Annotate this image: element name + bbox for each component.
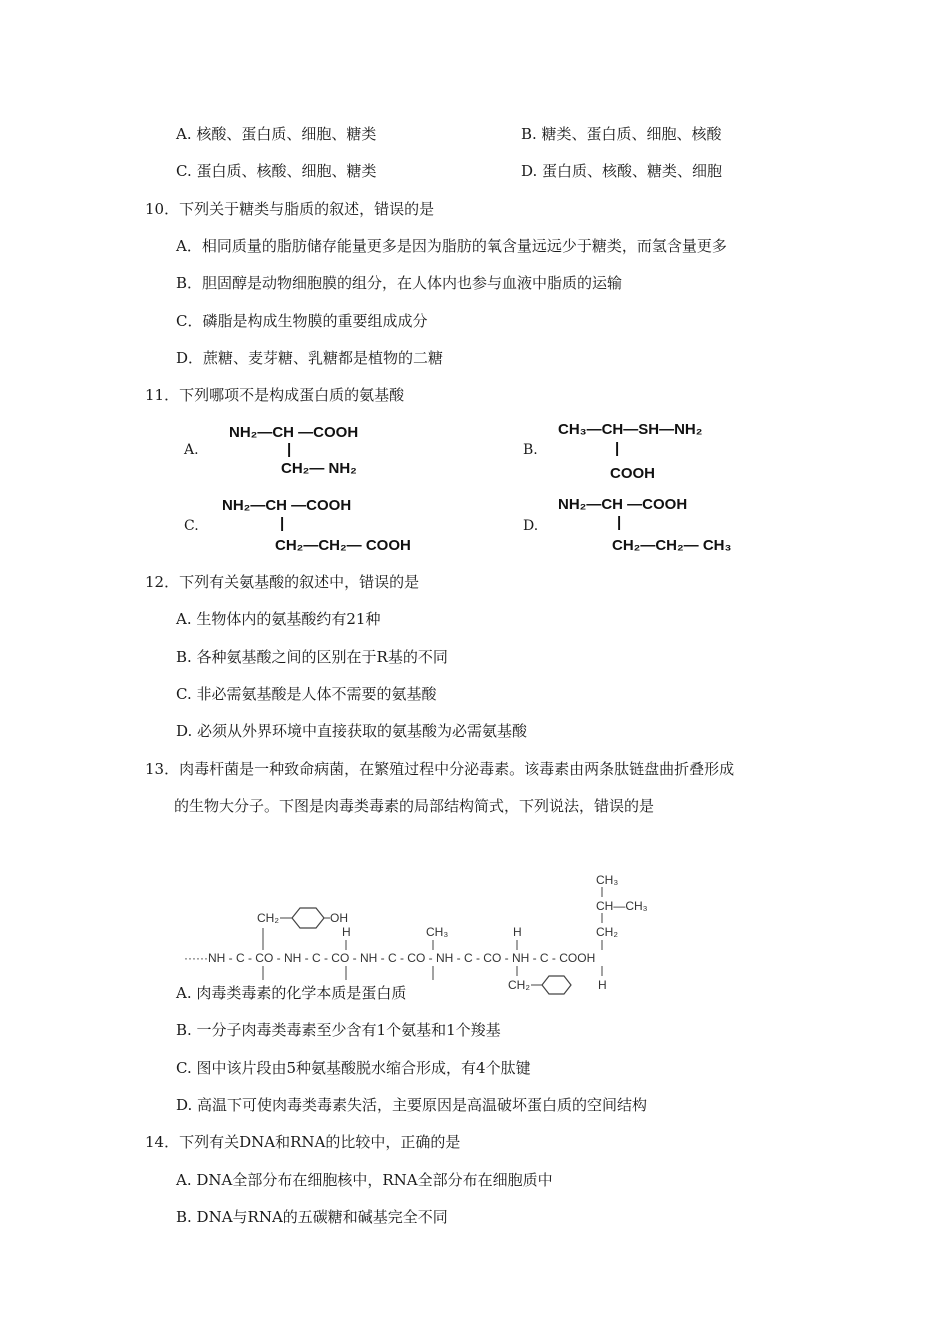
q11-stem: 11．下列哪项不是构成蛋白质的氨基酸 — [145, 386, 405, 404]
q14-option-b: B. DNA与RNA的五碳糖和碱基完全不同 — [176, 1208, 448, 1226]
q11-c-bottom: CH₂—CH₂— COOH — [275, 537, 411, 554]
q9-option-c: C. 蛋白质、核酸、细胞、糖类 — [176, 162, 377, 180]
q10-option-d: D．蔗糖、麦芽糖、乳糖都是植物的二糖 — [176, 349, 444, 367]
q12-stem: 12．下列有关氨基酸的叙述中，错误的是 — [145, 573, 420, 591]
q11-b-bottom: COOH — [610, 465, 655, 482]
q11-label-a: A. — [184, 442, 199, 458]
q11-label-d: D. — [523, 518, 539, 534]
q12-option-c: C. 非必需氨基酸是人体不需要的氨基酸 — [176, 685, 437, 703]
q12-option-b: B. 各种氨基酸之间的区别在于R基的不同 — [176, 648, 448, 666]
ch-ch3: CH—CH₃ — [596, 899, 648, 913]
ch3-residue3: CH₃ — [426, 925, 449, 939]
ch2-leu: CH₂ — [596, 925, 618, 939]
q11-c-bar: | — [280, 515, 285, 532]
ch2-tyr: CH₂ — [257, 911, 279, 925]
q11-d-bar: | — [617, 514, 622, 531]
q13-stem-line1: 13．肉毒杆菌是一种致命病菌，在繁殖过程中分泌毒素。该毒素由两条肽链盘曲折叠形成 — [145, 760, 735, 778]
q11-d-top: NH₂—CH —COOH — [558, 496, 688, 513]
q11-c-top: NH₂—CH —COOH — [222, 497, 352, 514]
q14-option-a: A. DNA全部分布在细胞核中，RNA全部分布在细胞质中 — [176, 1171, 553, 1189]
q13-option-a: A. 肉毒类毒素的化学本质是蛋白质 — [176, 984, 407, 1002]
h-bottom: H — [598, 978, 607, 992]
q12-option-a: A. 生物体内的氨基酸约有21种 — [176, 610, 381, 628]
q12-option-d: D. 必须从外界环境中直接获取的氨基酸为必需氨基酸 — [176, 722, 528, 740]
peptide-backbone: ······NH - C - CO - NH - C - CO - NH - C - CO - NH - C - CO - NH - C - COOH — [184, 951, 596, 965]
q11-d-bottom: CH₂—CH₂— CH₃ — [612, 537, 732, 554]
q10-option-c: C．磷脂是构成生物膜的重要组成成分 — [176, 312, 428, 330]
q9-option-d: D. 蛋白质、核酸、糖类、细胞 — [521, 162, 723, 180]
q10-stem: 10．下列关于糖类与脂质的叙述，错误的是 — [145, 200, 435, 218]
q10-option-b: B．胆固醇是动物细胞膜的组分，在人体内也参与血液中脂质的运输 — [176, 274, 623, 292]
q11-label-c: C. — [184, 518, 199, 534]
ch3-top: CH₃ — [596, 873, 619, 887]
q13-stem-line2: 的生物大分子。下图是肉毒类毒素的局部结构简式，下列说法，错误的是 — [174, 797, 655, 815]
q14-stem: 14．下列有关DNA和RNA的比较中，正确的是 — [145, 1133, 461, 1151]
toxin-structure-figure — [180, 868, 670, 996]
q13-option-b: B. 一分子肉毒类毒素至少含有1个氨基和1个羧基 — [176, 1021, 501, 1039]
h-residue4: H — [513, 925, 522, 939]
q11-a-top: NH₂—CH —COOH — [229, 424, 359, 441]
q11-a-bar: | — [287, 441, 292, 458]
q11-b-top: CH₃—CH—SH—NH₂ — [558, 421, 703, 438]
q10-option-a: A．相同质量的脂肪储存能量更多是因为脂肪的氧含量远远少于糖类，而氢含量更多 — [176, 237, 727, 255]
q9-option-b: B. 糖类、蛋白质、细胞、核酸 — [521, 125, 722, 143]
q13-option-d: D. 高温下可使肉毒类毒素失活，主要原因是高温破坏蛋白质的空间结构 — [176, 1096, 648, 1114]
q11-a-bottom: CH₂— NH₂ — [281, 460, 357, 477]
q9-option-a: A. 核酸、蛋白质、细胞、糖类 — [176, 125, 377, 143]
q11-b-bar: | — [615, 440, 620, 457]
ch2-phe: CH₂ — [508, 978, 530, 992]
q13-option-c: C. 图中该片段由5种氨基酸脱水缩合形成，有4个肽键 — [176, 1059, 531, 1077]
q11-label-b: B. — [523, 442, 538, 458]
oh-group: OH — [330, 911, 348, 925]
h-residue2: H — [342, 925, 351, 939]
